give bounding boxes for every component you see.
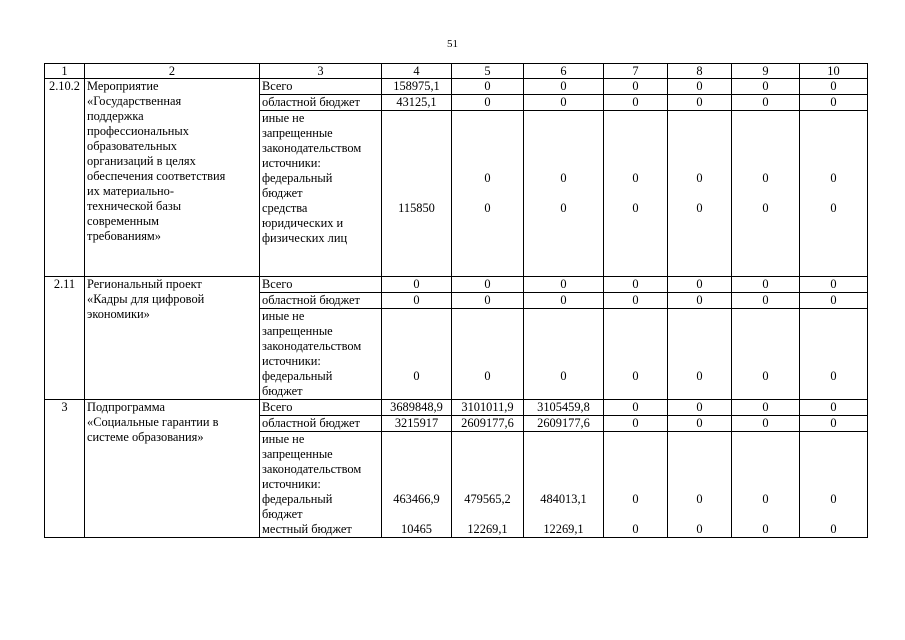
- funding-source: [260, 309, 382, 400]
- value-line: 0: [830, 369, 837, 383]
- row-code: 3: [45, 400, 85, 538]
- value-cell: [382, 432, 452, 538]
- funding-source-line: законодательством: [262, 141, 362, 155]
- value-cell: [800, 432, 868, 538]
- value-cell: 0: [524, 95, 604, 111]
- value-cell: 2609177,6: [524, 416, 604, 432]
- funding-source-line: запрещенные: [262, 447, 333, 461]
- value-line: 484013,1: [540, 492, 587, 506]
- value-line: 0: [830, 492, 837, 506]
- value-cell: 43125,1: [382, 95, 452, 111]
- header-cell: 1: [45, 64, 85, 79]
- funding-source-line: федеральный: [262, 171, 333, 185]
- value-line: 0: [484, 171, 491, 185]
- funding-source-line: бюджет: [262, 186, 303, 200]
- value-cell: 3105459,8: [524, 400, 604, 416]
- value-cell: [524, 309, 604, 400]
- measure-name-line: «Кадры для цифровой: [87, 292, 205, 306]
- value-cell: [452, 111, 524, 277]
- header-cell: 4: [382, 64, 452, 79]
- value-cell: 0: [604, 277, 668, 293]
- value-line: 0: [762, 369, 769, 383]
- measure-name-line: технической базы: [87, 199, 182, 213]
- header-cell: 9: [732, 64, 800, 79]
- measure-name: [85, 79, 260, 277]
- value-cell: 0: [732, 79, 800, 95]
- funding-source-line: иные не: [262, 111, 305, 125]
- value-line: 12269,1: [467, 522, 508, 536]
- value-line: 12269,1: [543, 522, 584, 536]
- value-cell: [668, 309, 732, 400]
- value-cell: [382, 111, 452, 277]
- value-cell: 0: [524, 293, 604, 309]
- value-line: 0: [632, 171, 639, 185]
- measure-name-line: их материально-: [87, 184, 174, 198]
- value-cell: 0: [604, 293, 668, 309]
- value-cell: [732, 309, 800, 400]
- value-line: 0: [696, 171, 703, 185]
- measure-name: [85, 400, 260, 538]
- value-line: 0: [696, 369, 703, 383]
- value-line: 0: [696, 492, 703, 506]
- value-cell: 0: [604, 95, 668, 111]
- funding-source-line: источники:: [262, 354, 321, 368]
- value-cell: [732, 432, 800, 538]
- value-cell: [524, 111, 604, 277]
- header-cell: 2: [85, 64, 260, 79]
- value-cell: [604, 432, 668, 538]
- value-line: [384, 171, 449, 186]
- value-line: 0: [762, 492, 769, 506]
- value-cell: 0: [800, 416, 868, 432]
- value-cell: 0: [800, 293, 868, 309]
- measure-name-line: Подпрограмма: [87, 400, 165, 414]
- measure-name-line: Региональный проект: [87, 277, 202, 291]
- value-line: 0: [560, 369, 567, 383]
- funding-source-line: иные не: [262, 432, 305, 446]
- funding-source-line: иные не: [262, 309, 305, 323]
- funding-source-line: бюджет: [262, 507, 303, 521]
- value-cell: 0: [524, 79, 604, 95]
- measure-name-line: современным: [87, 214, 160, 228]
- value-cell: 3689848,9: [382, 400, 452, 416]
- value-cell: 0: [732, 277, 800, 293]
- value-cell: [452, 432, 524, 538]
- value-cell: 3215917: [382, 416, 452, 432]
- measure-name-line: «Социальные гарантии в: [87, 415, 219, 429]
- value-cell: 0: [452, 293, 524, 309]
- row-code: 2.11: [45, 277, 85, 400]
- funding-source: Всего: [260, 277, 382, 293]
- value-cell: 0: [668, 277, 732, 293]
- funding-source-line: бюджет: [262, 384, 303, 398]
- header-cell: 3: [260, 64, 382, 79]
- measure-name-line: экономики»: [87, 307, 150, 321]
- value-line: 10465: [401, 522, 432, 536]
- measure-name-line: обеспечения соответствия: [87, 169, 226, 183]
- value-cell: [732, 111, 800, 277]
- value-cell: [800, 111, 868, 277]
- table-row: [45, 79, 868, 95]
- value-cell: 0: [668, 95, 732, 111]
- value-cell: 0: [604, 400, 668, 416]
- value-line: 0: [632, 492, 639, 506]
- funding-source: областной бюджет: [260, 416, 382, 432]
- funding-source-line: законодательством: [262, 462, 362, 476]
- measure-name-line: профессиональных: [87, 124, 189, 138]
- value-line: 0: [762, 201, 769, 215]
- table-row: [45, 400, 868, 416]
- row-code: 2.10.2: [45, 79, 85, 277]
- value-cell: [452, 309, 524, 400]
- value-line: 0: [762, 522, 769, 536]
- budget-table: [44, 63, 868, 538]
- funding-source-line: источники:: [262, 477, 321, 491]
- measure-name-line: системе образования»: [87, 430, 204, 444]
- measure-name-line: «Государственная: [87, 94, 182, 108]
- funding-source: Всего: [260, 400, 382, 416]
- value-line: 0: [484, 369, 491, 383]
- funding-source-line: источники:: [262, 156, 321, 170]
- funding-source: областной бюджет: [260, 293, 382, 309]
- value-cell: 0: [732, 95, 800, 111]
- value-line: 0: [830, 522, 837, 536]
- value-cell: [668, 111, 732, 277]
- funding-source-line: юридических и: [262, 216, 344, 230]
- value-cell: 0: [604, 79, 668, 95]
- measure-name-line: образовательных: [87, 139, 177, 153]
- header-cell: 7: [604, 64, 668, 79]
- measure-name-line: требованиям»: [87, 229, 161, 243]
- header-cell: 6: [524, 64, 604, 79]
- value-line: 0: [632, 522, 639, 536]
- funding-source-line: средства: [262, 201, 308, 215]
- funding-source-line: федеральный: [262, 369, 333, 383]
- value-line: 115850: [398, 201, 435, 215]
- funding-source-line: физических лиц: [262, 231, 348, 245]
- funding-source-line: законодательством: [262, 339, 362, 353]
- value-cell: 0: [668, 400, 732, 416]
- value-cell: 0: [668, 416, 732, 432]
- value-line: 463466,9: [393, 492, 440, 506]
- value-cell: [382, 309, 452, 400]
- value-cell: 0: [452, 79, 524, 95]
- value-cell: 0: [800, 400, 868, 416]
- value-cell: [524, 432, 604, 538]
- value-cell: 0: [668, 79, 732, 95]
- header-row: [45, 64, 868, 79]
- value-cell: 0: [668, 293, 732, 309]
- value-line: 0: [632, 369, 639, 383]
- value-line: 0: [762, 171, 769, 185]
- header-cell: 8: [668, 64, 732, 79]
- value-cell: 0: [732, 293, 800, 309]
- funding-source: областной бюджет: [260, 95, 382, 111]
- value-line: 0: [560, 171, 567, 185]
- value-cell: 0: [524, 277, 604, 293]
- value-cell: 158975,1: [382, 79, 452, 95]
- funding-source: [260, 111, 382, 277]
- header-cell: 10: [800, 64, 868, 79]
- value-cell: [604, 309, 668, 400]
- value-cell: 0: [604, 416, 668, 432]
- value-line: 0: [632, 201, 639, 215]
- header-cell: 5: [452, 64, 524, 79]
- funding-source-line: запрещенные: [262, 126, 333, 140]
- funding-source-line: местный бюджет: [262, 522, 352, 536]
- value-cell: 0: [800, 79, 868, 95]
- table-row: [45, 277, 868, 293]
- value-line: 0: [484, 201, 491, 215]
- value-cell: 0: [452, 95, 524, 111]
- value-line: 0: [413, 369, 420, 383]
- value-cell: [668, 432, 732, 538]
- value-cell: 3101011,9: [452, 400, 524, 416]
- measure-name-line: организаций в целях: [87, 154, 196, 168]
- value-cell: 0: [732, 416, 800, 432]
- value-cell: 0: [732, 400, 800, 416]
- value-cell: [604, 111, 668, 277]
- value-cell: 0: [800, 277, 868, 293]
- value-line: 0: [696, 522, 703, 536]
- measure-name-line: Мероприятие: [87, 79, 159, 93]
- funding-source: [260, 432, 382, 538]
- measure-name-line: поддержка: [87, 109, 144, 123]
- value-cell: 0: [800, 95, 868, 111]
- value-line: 0: [696, 201, 703, 215]
- page-number: 51: [447, 38, 458, 50]
- funding-source: Всего: [260, 79, 382, 95]
- value-line: 479565,2: [464, 492, 511, 506]
- value-line: 0: [560, 201, 567, 215]
- funding-source-line: запрещенные: [262, 324, 333, 338]
- value-cell: 0: [382, 293, 452, 309]
- value-cell: 0: [452, 277, 524, 293]
- value-cell: [800, 309, 868, 400]
- value-cell: 0: [382, 277, 452, 293]
- measure-name: [85, 277, 260, 400]
- value-line: 0: [830, 171, 837, 185]
- value-line: 0: [830, 201, 837, 215]
- value-cell: 2609177,6: [452, 416, 524, 432]
- funding-source-line: федеральный: [262, 492, 333, 506]
